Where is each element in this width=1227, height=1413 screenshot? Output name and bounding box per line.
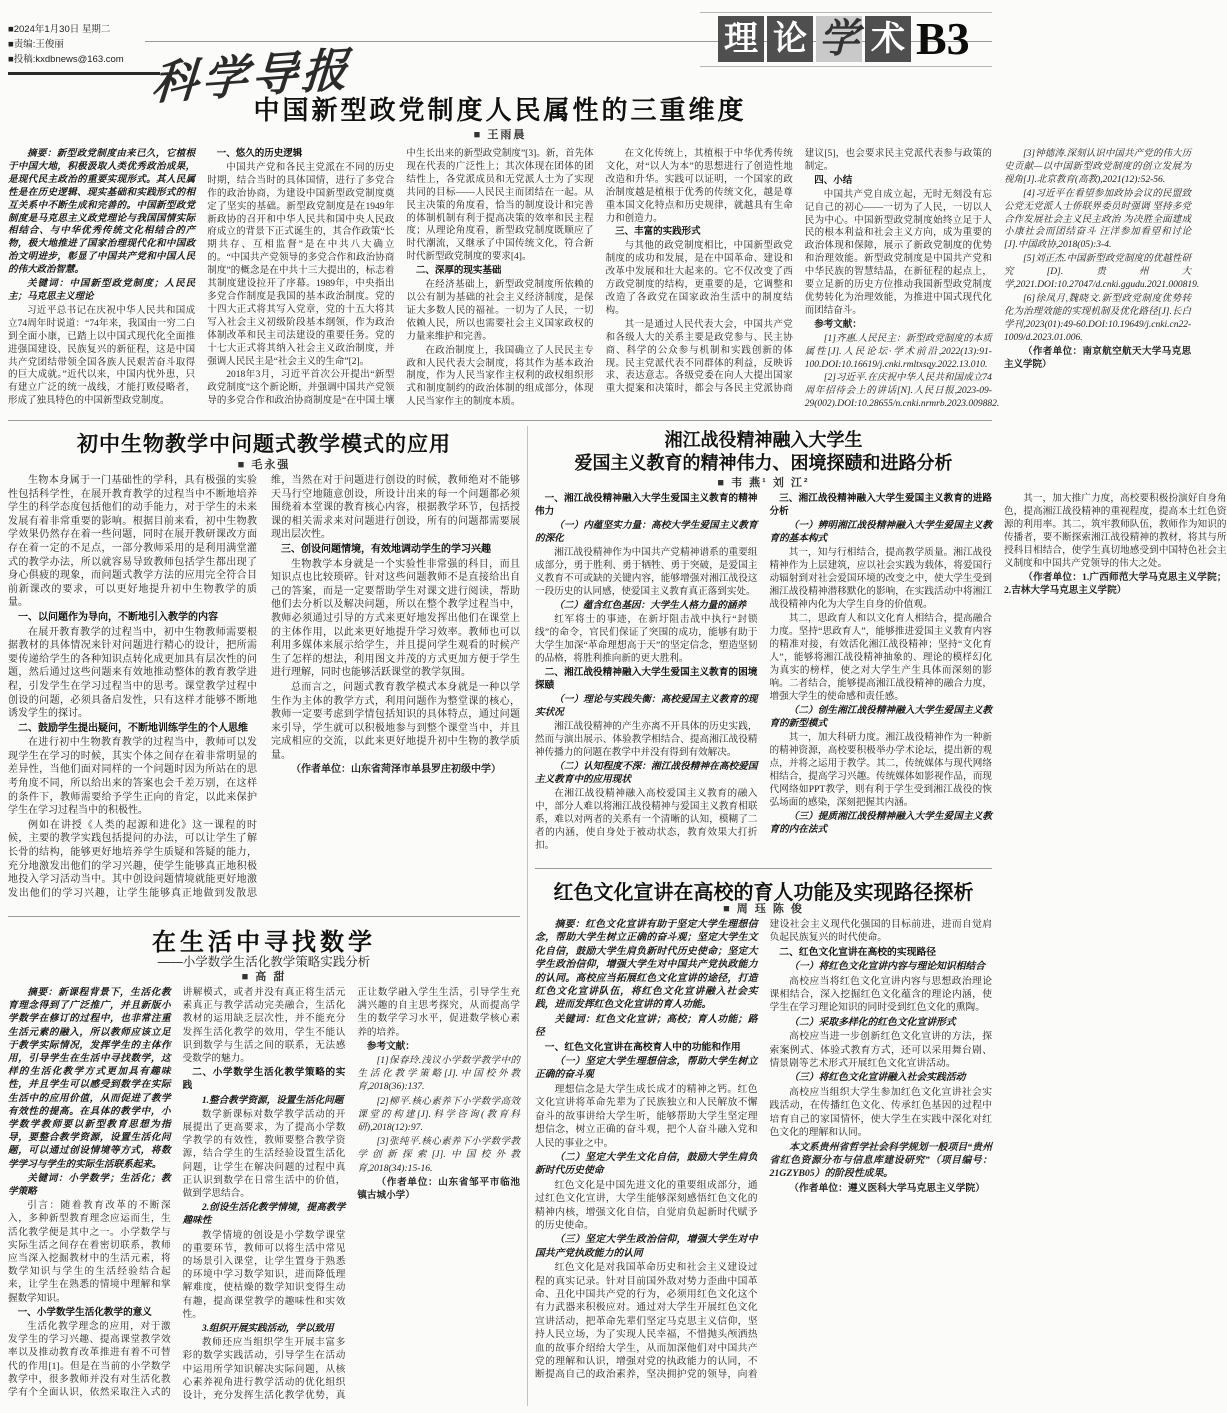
sub-heading: （二）蕴含红色基因：大学生人格力量的涵养 <box>554 600 747 611</box>
author-affiliation: （作者单位：1.广西师范大学马克思主义学院；2.吉林大学马克思主义学院） <box>1004 572 1227 596</box>
paragraph: 例如在讲授《人类的起源和进化》这一课程的时候，主要的教学实践包括提问的办法，可以让学生了解长骨的结构，能够更好地培养学生质疑和答疑的能力，充分地激发出他们的学习兴趣，使学生能够真正地积极地投入学习活动当中。其中创设问题情境就能更好地激发出他们的学习兴趣，让学生能够真正地做到发散思维，当然在对于问题进行创设的时候，教师绝对不能够天马行空地随意创设，所设计出来的每一个问题都必须围绕着本堂课的教育核心内容，根据教学环节，包括授课的相关需求来对问题进行创设，所有的问题都需要展现出层次性。 <box>8 475 520 899</box>
paragraph: 本文系贵州省哲学社会科学规划一般项目“贵州省红色资源分布与信息库建设研究”（项目编号：21GZYB05）的阶段性成果。 <box>769 1141 992 1180</box>
reference-item: [3]张纯平.核心素养下小学数学教学创新探索[J].中国校外教育,2018(34):15-16. <box>357 1136 520 1174</box>
sub-heading: 3.组织开展实践活动，学以致用 <box>201 1323 334 1335</box>
paragraph: 摘要：新课程背景下，生活化教育理念得到了广泛推广，并且新版小学数学在修订的过程中，也非常注重生活元素的融入，所以教师应该立足于教学实际情况，发挥学生的主体作用，引导学生在生活中寻找数学，这样的生活化教学方式更加具有趣味性，并且学生可以感受到数学在实际生活中的应用价值，从而促进了教学有效性的提高。在具体的教学中，小学数学教师要以新型教育思想为指导，要整合教学资源，设置生活化问题，可以通过创设情境等方式，将数学学习与学生的实际生活联系起来。 <box>8 987 171 1170</box>
paragraph: 2018年3月，习近平首次公开提出“新型政党制度”这个新论断，并强调中国共产党领导的多党合作和政治协商制度是“在中国土壤中生长出来的新型政党制度”[3]。新，首先体现在代表的广泛性上；其次体现在团体的团结性上，各党派成员和无党派人士为了实现共同的目标——人民民主而团结在一起。从民主决策的角度看，恰当的制度设计和完善的体制机制有利于提高决策的效率和民主程度；从理论角度看，新型政党制度既顺应了时代潮流，又继承了中国传统文化，符合新时代新型政党制度的要求[4]。 <box>207 149 594 407</box>
issue-submit-email: ■投稿:kxdbnews@163.com <box>8 54 124 65</box>
divider-below-article1 <box>8 420 992 421</box>
paragraph: 摘要：新型政党制度由来已久，它植根于中国大地，积极汲取人类优秀政治成果，是现代民主政治的重要实现形式。其人民属性是在历史逻辑、现实基础和实践形式的相互关系中不断生成和完善的。中国新型政党制度是马克思主义政党理论与我国国情实际相结合、与中华优秀传统文化相结合的产物，极大地推进了国家治理现代化和中国政治文明进步，彰显了中国共产党和中国人民的伟大政治智慧。 <box>8 149 196 276</box>
article2-body <box>8 474 520 908</box>
paragraph: 其一，加大推广力度，高校要积极扮演好自身角色，提高湘江战役精神的重视程度，提高本土红色资源的利用率。其二，筑牢教师队伍，教师作为知识的传播者，要不断探索湘江战役精神的教材，将其与所授科目相结合，使学生真切地感受到中国特色社会主义制度和中国共产党领导的伟大之处。 <box>1004 493 1227 569</box>
sub-heading: （二）创生湘江战役精神融入大学生爱国主义教育的新型模式 <box>769 705 992 729</box>
article4-byline: ■ 高 甜 <box>241 971 287 983</box>
sub-heading: （二）采取多样化的红色文化宣讲形式 <box>789 1016 956 1028</box>
paragraph: 参考文献： <box>366 1040 415 1052</box>
article2-byline: ■ 毛永强 <box>237 459 291 471</box>
section-heading: 一、小学数学生活化教学的意义 <box>17 1306 152 1318</box>
paragraph: 生物教学本身就是一个实验性非常强的科目，而且知识点也比较琐碎。针对这些问题教师不是直接给出自己的答案，而是一定要帮助学生对课文进行阅读，帮助他们去分析以及解决问题，所以在整个教学过程当中，教师必须通过引导的方式来更好地发挥出他们在课堂上的主体作用，以此来更好地提升学习效率。教师也可以利用多媒体来展示给学生，并且提问学生观看的时候产生了怎样的想法，利用图文并茂的方式更加方便于学生进行理解，同时也能够活跃课堂的教学氛围。 <box>271 558 520 679</box>
paragraph: 湘江战役精神的产生亦离不开具体的历史实践，然而与演出展示、体验教学相结合、提高湘江战役精神传播力的问题在教学中并没有得到有效解决。 <box>535 721 758 758</box>
sub-heading: （二）坚定大学生文化自信，鼓励大学生肩负新时代历史使命 <box>535 1151 758 1177</box>
article1-byline: ■ 王雨晨 <box>473 129 527 141</box>
sub-heading: （三）坚定大学生政治信仰，增强大学生对中国共产党执政能力的认同 <box>535 1234 758 1259</box>
paragraph: 高校应当组织大学生参加红色文化宣讲社会实践活动，在传播红色文化、传承红色基因的过程中培育自己的家国情怀，使大学生在实践中深化对红色文化的理解和认同。 <box>769 1086 992 1139</box>
reference-item: [2]柳平.核心素养下小学数学高效课堂的构建[J].科学咨询(教育科研),2018(12):97. <box>357 1095 520 1134</box>
reference-item: [5]刘正杰.中国新型政党制度的优越性研究[D].贵州大学,2021.DOI:10.27047/d.cnki.ggudu.2021.000819. <box>1003 254 1200 291</box>
paragraph: 其一是通过人民代表大会，中国共产党和各级人大的关系主要是政党参与、民主协商、科学的公众参与机制和实践创新的体现。民主党派代表不同群体的利益，反映诉求、表达意志。各级党委在向人大提出国家重大提案和决策时，都会与各民主党派协商建议[5]，也会要求民主党派代表参与政策的制定。 <box>605 149 992 395</box>
reference-item: [3]钟德涛.深刻认识中国共产党的伟大历史贡献—以中国新型政党制度的创立发展为视角[J].北京教育(高教),2021(12):52-56. <box>1003 149 1192 185</box>
article3-body <box>535 492 1227 862</box>
section-heading: 一、以问题作为导向，不断地引入教学的内容 <box>18 611 218 623</box>
paragraph: 总而言之，问题式教育教学模式本身就是一种以学生作为主体的教学方式，利用问题作为整堂课的核心，教师一定要考虑到学情包括知识的具体特点，通过问题来引导，学生就可以积极地参与到整个课堂当中，并且完成相应的交流，以此来更好地提升初中生物的教学质量。 <box>271 681 520 761</box>
section-char-shu: 术 <box>865 16 911 62</box>
paragraph: 红色文化是对我国革命历史和社会主义建设过程的真实记录。针对目前国外敌对势力歪曲中国革命、丑化中国共产党的行为，必须用红色文化这个有力武器来积极应对。通过对大学生开展红色文化宣讲活动，把革命先辈们坚定马克思主义信仰，坚持人民立场，为了实现人民幸福，不惜抛头颅洒热血的故事介绍给大学生，从而加深他们对中国共产党的理解和认识，增强对党的执政能力的认同，不断提高自己的政治素养，坚决拥护党的领导，向着建设社会主义现代化强国的目标前进，进而自觉肩负起民族复兴的时代使命。 <box>535 919 992 1381</box>
paragraph: 与其他的政党制度相比，中国新型政党制度的成功和发展，是在中国革命、建设和改革中发展和壮大起来的。它不仅改变了西方政党制度的结构，更重要的是，它调整和改造了各政党在国家政治生活中的制度结构。 <box>605 241 793 316</box>
divider-left-half <box>8 916 520 917</box>
masthead-logo: 科学导报 <box>150 41 354 111</box>
section-heading: 二、湘江战役精神融入大学生爱国主义教育的困境探赜 <box>535 667 758 691</box>
section-char-li: 理 <box>718 16 764 62</box>
paragraph: 其一，加大科研力度。湘江战役精神作为一种新的精神资源，高校要积极举办学术论坛，提出新的观点，并将之运用于教学。其二，传统媒体与现代网络相结合，提高学习兴趣。传统媒体如影视作品，而现代网络如PPT教学，则有利于学生受到湘江战役的恢弘场面的感染，深刻把握其内涵。 <box>769 732 992 808</box>
article3-title-line2: 爱国主义教育的精神伟力、困境探赜和进路分析 <box>574 453 953 473</box>
paragraph: 高校应当进一步创新红色文化宣讲的方法，探索案例式、体验式教育方式，还可以采用舞台剧、情景剧等艺术形式开展红色文化宣讲活动。 <box>769 1031 992 1070</box>
paragraph: 数学新课标对数学教学活动的开展提出了更高要求，为了提高小学数学教学的有效性，教师要整合教学资源，结合学生的生活经验设置生活化问题，让学生在解决问题的过程中真正认识到数学在日常生活中的价值，做到学思结合。 <box>182 1108 346 1200</box>
paragraph: 关键词：红色文化宣讲；高校；育人功能；路径 <box>535 1013 758 1039</box>
issue-date: ■2024年1月30日 星期二 <box>8 24 111 35</box>
article2-title: 初中生物教学中问题式教学模式的应用 <box>77 433 451 456</box>
page-number: B3 <box>916 13 970 64</box>
reference-item: [1]齐惠.人民民主：新型政党制度的本质属性[J].人民论坛·学术前沿,2022(13):91-100.DOI:10.16619/j.cnki.rmltxsqy.2022.13.010. <box>804 333 992 370</box>
section-banner <box>718 13 970 64</box>
section-char-lun: 论 <box>767 16 813 62</box>
article5-byline: ■ 周 珏 陈 俊 <box>723 903 804 915</box>
article3-byline: ■ 韦 燕¹ 刘 江² <box>717 477 810 489</box>
section-heading: 一、湘江战役精神融入大学生爱国主义教育的精神伟力 <box>535 493 758 517</box>
divider-right-half <box>535 868 992 869</box>
paragraph: 湘江战役精神作为中国共产党精神谱系的重要组成部分，勇于胜利、勇于牺牲、勇于突破，是爱国主义教育不可或缺的关键内容，能够增强对湘江战役这一段历史的认同感，使爱国主义教育真正落到实处。 <box>535 547 758 597</box>
sub-heading: （一）辨明湘江战役精神融入大学生爱国主义教育的基本构式 <box>769 520 992 544</box>
sub-heading: （一）内蕴坚实力量：高校大学生爱国主义教育的深化 <box>535 520 758 544</box>
paragraph: 教学情境的创设是小学数学课堂的重要环节，教师可以将生活中常见的场景引入课堂，让学生置身于熟悉的环境中学习数学知识，进而降低理解难度，使枯燥的数学知识变得生动有趣，提高课堂教学的趣味性和实效性。 <box>182 1229 346 1320</box>
section-heading: 三、湘江战役精神融入大学生爱国主义教育的进路分析 <box>769 493 992 517</box>
paragraph: 其二，思政育人和以文化育人相结合，提高融合力度。坚持“思政育人”，能够推进爱国主义教育内容的精准对接，有效活化湘江战役精神；坚持“文化育人”，能够将湘江战役精神抽象的、理论的模样幻化为真实的榜样，使之对大学生产生具体而深刻的影响。二者结合，能够提高湘江战役精神的融合力度，增强大学生的使命感和责任感。 <box>769 613 992 702</box>
article4-subtitle: ——小学数学生活化教学策略实践分析 <box>157 955 371 969</box>
reference-item: [4]习近平在看望参加政协会议的民盟致公党无党派人士侨联界委员时强调 坚持多党合作发展社会主义民主政治 为决胜全面建成小康社会而团结奋斗 汪洋参加看望和讨论[J].中国政协,2018(05):3-4. <box>1003 188 1192 251</box>
paragraph: 在文化传统上，其植根于中华优秀传统文化，对“以人为本”的思想进行了创造性地改造和升华。实践可以证明，一个国家的政治制度越是植根于优秀的传统文化，越是尊重本国文化特点和历史规律，就越具有生命力和创造力。 <box>605 149 793 224</box>
article4-title: 在生活中寻找数学 <box>152 929 376 956</box>
sub-heading: （三）将红色文化宣讲融入社会实践活动 <box>789 1072 966 1084</box>
center-vertical-divider <box>527 426 528 1406</box>
section-heading: 三、丰富的实践形式 <box>615 226 701 238</box>
article5-title: 红色文化宣讲在高校的育人功能及实现路径探析 <box>553 882 974 904</box>
paragraph: 高校应当将红色文化宣讲内容与思想政治理论课相结合，深入挖掘红色文化蕴含的理论内涵，使学生在学习理论知识的同时受到红色文化的熏陶。 <box>769 975 992 1014</box>
article1-body <box>8 148 1200 416</box>
section-heading: 二、鼓励学生提出疑问，不断地训练学生的个人思维 <box>18 722 248 734</box>
section-heading: 二、小学数学生活化教学策略的实践 <box>182 1067 346 1092</box>
paragraph: 在政治制度上，我国确立了人民民主专政和人民代表大会制度，将其作为基本政治制度，作为人民当家作主权利的政权组织形式和制度制约的政治体制的组成部分，体现人民当家作主的制度本质。 <box>406 345 594 408</box>
sub-heading: （一）理论与实践失衡：高校爱国主义教育的现实状况 <box>535 694 758 718</box>
paragraph: 习近平总书记在庆祝中华人民共和国成立74周年时说道：“74年来，我国由一穷二白到全面小康，已踏上以中国式现代化全面推进强国建设、民族复兴的新征程，这是中国共产党团结带领全国各族人民艰苦奋斗取得的巨大成就。”近代以来，中国内忧外患，只有建立广泛的统一战线，才能打败侵略者，形成了独具特色的中国新型政党制度。 <box>8 305 196 407</box>
paragraph: 关键词：小学数学；生活化；教学策略 <box>8 1172 171 1198</box>
paragraph: 中国共产党自成立起，无时无刻没有忘记自己的初心——一切为了人民，一切以人民为中心。中国新型政党制度始终立足于人民的根本利益和社会主义方向，成为重要的政治体现和保障，展示了新政党制度的优势和治理效能。新型政党制度是中国共产党和中华民族的智慧结晶，在新征程的起点上，要立足新的历史方位推动我国新型政党制度优势转化为治理效能，为推进中国式现代化而团结奋斗。 <box>804 189 992 316</box>
author-affiliation: （作者单位：山东省邹平市临池镇古城小学） <box>357 1176 520 1202</box>
section-heading: 一、红色文化宣讲在高校育人中的功能和作用 <box>544 1041 741 1053</box>
section-heading: 四、小结 <box>814 174 853 186</box>
author-affiliation: （作者单位：南京航空航天大学马克思主义学院） <box>1003 346 1192 370</box>
sub-heading: （三）提质湘江战役精神融入大学生爱国主义教育的内在法式 <box>769 811 992 835</box>
issue-info-block <box>8 22 160 75</box>
paragraph: 教师还应当组织学生开展丰富多彩的数学实践活动，引导学生在活动中运用所学知识解决实际问题，从核心素养视角进行教学活动的优化组织设计，充分发挥生活化教学优势，真正让数学融入学生生活，引导学生充满兴趣的自主思考探究，从而提高学生的数学学习水平，促进数学核心素养的培养。 <box>182 987 520 1402</box>
paragraph: 理想信念是大学生成长成才的精神之钙。红色文化宣讲将革命先辈为了民族独立和人民解放不懈奋斗的故事讲给大学生听，能够帮助大学生坚定理想信念，树立正确的奋斗观，把个人奋斗融入党和人民的事业之中。 <box>535 1083 758 1149</box>
paragraph: 在展开教育教学的过程当中，初中生物教师需要根据教材的具体情况来针对问题进行精心的设计，把所需要传递给学生的各种知识点转化成更加具有层次性的问题，然后通过这些问题来有效地推动整体的教育教学进程，引发学生在学习过程当中的思考。课堂教学过程中创设的问题，必须具备启发性，只有这样才能够不断地诱发学生的探讨。 <box>8 626 257 720</box>
paragraph: 其一，知与行相结合，提高教学质量。湘江战役精神作为上层建筑，应以社会实践为载体，将爱国行动辐射到对社会爱国环境的改变之中，使大学生受到湘江战役精神潜移默化的影响，在实践活动中将湘江战役精神内化为大学生自身的价值观。 <box>769 547 992 610</box>
sub-heading: （二）认知程度不深：湘江战役精神在高校爱国主义教育中的应用现状 <box>535 761 758 785</box>
issue-editor: ■责编:王俊丽 <box>8 39 64 50</box>
author-affiliation: （作者单位：山东省菏泽市单县罗庄初级中学） <box>291 764 501 776</box>
article4-body <box>8 986 520 1406</box>
paragraph: 引言：随着教育改革的不断深入，多种新型教育理念应运而生，生活化教学便是其中之一。小学数学与实际生活之间存在着密切联系，教师应当深入挖掘教材中的生活元素，将数学知识与学生的生活经验结合起来，让学生在熟悉的情境中理解和掌握数学知识。 <box>8 1200 171 1304</box>
article3-title-line1: 湘江战役精神融入大学生 <box>664 430 863 450</box>
article1-title: 中国新型政党制度人民属性的三重维度 <box>253 95 747 125</box>
reference-item: [6]徐凤月,魏晓文.新型政党制度优势转化为治理效能的实现机制及优化路径[J].长白学刊,2023(01):49-60.DOI:10.19649/j.cnki.cn22-1009/d.2023.01.006. <box>1003 293 1192 343</box>
author-affiliation: （作者单位：遵义医科大学马克思主义学院） <box>789 1182 986 1194</box>
section-heading: 二、红色文化宣讲在高校的实现路径 <box>779 946 937 958</box>
section-heading: 一、悠久的历史逻辑 <box>216 148 303 159</box>
paragraph: 在进行初中生物教育教学的过程当中，教师可以发现学生在学习的时候，其实个体之间存在着非常明显的差异性，当他们面对同样的一个问题时因为所站在的思考角度不同，所以给出来的答案也会千差万别，在这样的条件下，教师需要给予学生正向的肯定，以此来保护学生在学习过程当中的积极性。 <box>8 737 257 817</box>
sub-heading: 1.整合教学资源，设置生活化问题 <box>201 1094 344 1106</box>
sub-heading: （一）将红色文化宣讲内容与理论知识相结合 <box>789 961 986 973</box>
paragraph: 生物本身属于一门基础性的学科，具有极强的实验性包括科学性，在展开教育教学的过程当中不断地培养学生的科学态度包括他们的动手能力，对于学生的未来发展有着非常重要的影响。根据目前来看，初中生物教学效果仍然存在着一些问题，同时在展开教研课改方面存在着一定的不足点，一部分教师采用的是利用满堂灌式的教学办法，所以就容易导致教师包括学生都出现了身心俱疲的现象，而问题式教学方法的应用完全符合目前新课改的要求，可以更好地提升初中生物教学的质量。 <box>8 475 257 609</box>
paragraph: 摘要：红色文化宣讲有助于坚定大学生理想信念，帮助大学生树立正确的奋斗观；坚定大学生文化自信，鼓励大学生肩负新时代历史使命；坚定大学生政治信仰，增强大学生对中国共产党执政能力的认同。高校应当拓展红色文化宣讲的途径，打造红色文化宣讲队伍，将红色文化宣讲融入社会实践，进而发挥红色文化宣讲的育人功能。 <box>535 919 758 1011</box>
header-right-lower-rule <box>700 66 992 67</box>
paragraph: 中国共产党和各民主党派在不同的历史时期，结合当时的具体国情，进行了多党合作的政治协商，为建设中国新型政党制度奠定了坚实的基础。新型政党制度是在1949年新政协的召开和中华人民共和国中央人民政府成立的背景下正式诞生的，其合作政策“长期共存、互相监督”是在中共八大确立的。“中国共产党领导的多党合作和政治协商制度”的概念是在中共十三大提出的，标志着其制度建设拉开了序幕。1989年，中央指出多党合作制度是我国的基本政治制度。党的十四大正式将其写入党章，党的十五大将其写入社会主义初级阶段基本纲领，作为政治体制改革和民主司法建设的重要任务。党的十七大正式将其纳入社会主义政治制度，并强调人民民主是“社会主义的生命”[2]。 <box>207 162 395 367</box>
paragraph: 在经济基础上，新型政党制度所依赖的以公有制为基础的社会主义经济制度，是保证大多数人民的福祉。一切为了人民，一切依赖人民，所以也需要社会主义国家政权的力量来维护和完善。 <box>406 280 594 342</box>
paragraph: 参考文献： <box>814 318 862 330</box>
paragraph: 红色文化是中国先进文化的重要组成部分，通过红色文化宣讲，大学生能够深刻感悟红色文化的精神内核，增强文化自信，自觉肩负起新时代赋予的历史使命。 <box>535 1179 758 1231</box>
sub-heading: 2.创设生活化教学情境，提高教学趣味性 <box>182 1202 346 1227</box>
paragraph: 红军将士的事迹，在新圩阻击战中执行“封锁线”的命令，官民们保证了突围的成功，能够有助于大学生加深“革命理想高于天”的坚定信念，塑造坚韧的品格，将胜利推向新的更大胜利。 <box>535 614 758 664</box>
sub-heading: （一）坚定大学生理想信念，帮助大学生树立正确的奋斗观 <box>535 1056 758 1081</box>
reference-item: [2]习近平.在庆祝中华人民共和国成立74周年招待会上的讲话[N].人民日报,2023-09-29(002).DOI:10.28655/n.cnki.nrmrb.2023.009882. <box>804 373 1000 410</box>
paragraph: 生活化教学理念的应用，对于激发学生的学习兴趣、提高课堂教学效率以及推动教育改革推进有着不可替代的作用[1]。但是在当前的小学数学教学中，很多教师并没有对生活化教学有个全面认识，依然采取注入式的讲解模式，或者并没有真正将生活元素真正与教学活动完美融合，生活化教材的运用缺乏层次性，并不能充分发挥生活化教学的效用，学生不能认识到数学与生活之间的联系，无法感受数学的魅力。 <box>8 987 346 1399</box>
paragraph: 在湘江战役精神融入高校爱国主义教育的融入中，部分人难以将湘江战役精神与爱国主义教育相联系，难以对两者的关系有一个清晰的认知，模糊了二者的内涵，使自身处于被动状态，教育效果大打折扣。 <box>535 788 758 851</box>
section-heading: 三、创设问题情境，有效地调动学生的学习兴趣 <box>281 543 491 555</box>
section-heading: 二、深厚的现实基础 <box>415 265 502 277</box>
paragraph: 关键词：中国新型政党制度；人民民主；马克思主义理论 <box>8 279 196 302</box>
article5-body <box>535 918 992 1406</box>
reference-item: [1]保春玲.浅议小学数学教学中的生活化教学策略[J].中国校外教育,2018(36):137. <box>357 1055 520 1093</box>
section-char-xue: 学 <box>816 16 862 62</box>
